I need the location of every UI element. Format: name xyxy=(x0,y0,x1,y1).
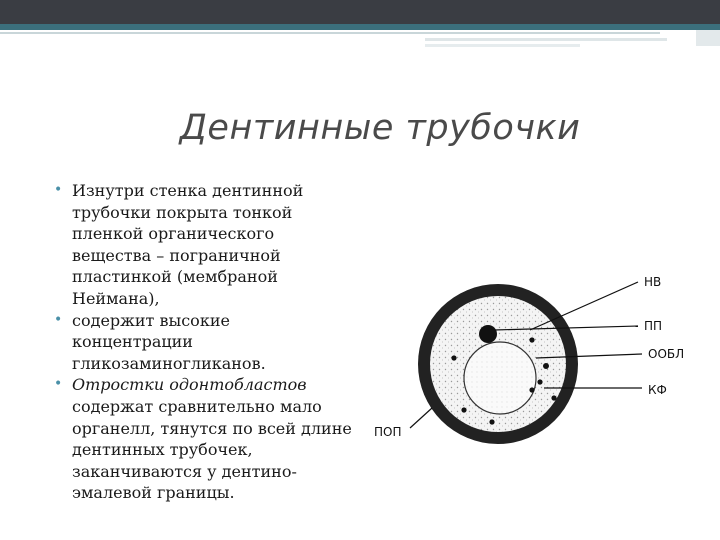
bullet-text: Изнутри стенка дентинной трубочки покрыта тонкой пленкой органического вещества – пограничной пластинкой (мембраной Неймана), xyxy=(72,181,304,308)
collagen-fiber-dot xyxy=(537,379,542,384)
bullet-text: содержит высокие концентрации гликозаминогликанов. xyxy=(72,310,266,373)
header-rule xyxy=(0,32,660,34)
bullet-dot-icon: • xyxy=(54,311,63,328)
bullet-text: содержат сравнительно мало органелл, тянутся по всей длине дентинных трубочек, заканчиваются у дентино-эмалевой границы. xyxy=(72,396,352,503)
dentin-tubule-diagram xyxy=(360,260,720,500)
label-pp: ПП xyxy=(644,319,663,333)
collagen-fiber-dot xyxy=(461,407,466,412)
bullet-dot-icon: • xyxy=(54,376,63,393)
collagen-fiber-dot xyxy=(543,363,549,369)
collagen-fiber-dot xyxy=(551,395,556,400)
label-oobl: ООБЛ xyxy=(648,347,685,361)
label-nv: НВ xyxy=(644,275,662,289)
bullet-item xyxy=(52,310,352,375)
header-rule-short xyxy=(425,38,667,41)
collagen-fiber-dot xyxy=(529,387,534,392)
collagen-fiber-dot xyxy=(451,355,456,360)
label-kf: КФ xyxy=(648,383,667,397)
collagen-fiber-dot xyxy=(489,419,494,424)
label-pop: ПОП xyxy=(374,425,402,439)
odontoblast-process xyxy=(464,342,536,414)
bullet-dot-icon: • xyxy=(54,182,63,198)
bullet-lead-text: Отростки одонтобластов xyxy=(72,375,307,395)
leader-line-pop xyxy=(410,408,432,428)
header-band-accent xyxy=(0,24,720,30)
bullet-item xyxy=(52,374,352,504)
bullet-item xyxy=(52,180,352,310)
bullet-list xyxy=(52,180,352,504)
nerve-fiber-dot xyxy=(479,325,497,343)
header-band-dark xyxy=(0,0,720,24)
header-corner-block xyxy=(696,30,720,46)
collagen-fiber-dot xyxy=(529,337,534,342)
slide-title: Дентинные трубочки xyxy=(179,108,581,148)
header-rule-shorter xyxy=(425,44,580,47)
